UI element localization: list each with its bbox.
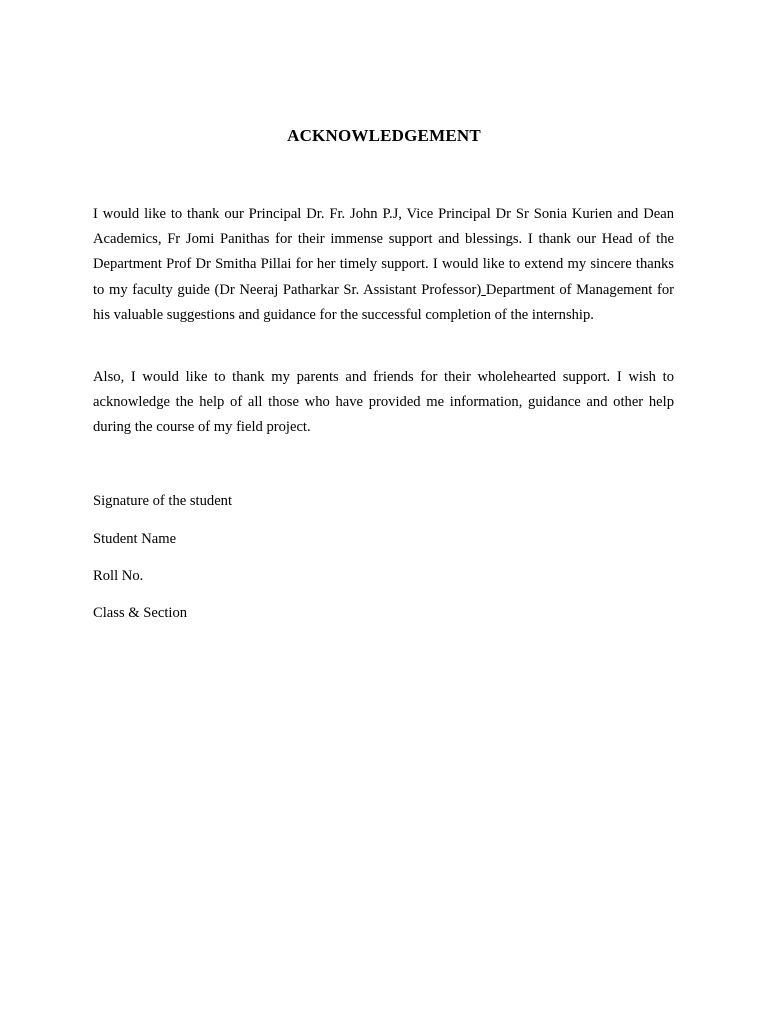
paragraph-1-text-start: I would like to thank our Principal Dr. Fr. John P.J, Vice Principal Dr Sr Sonia Kurien and Dean Academics, Fr Jomi Panithas for their immense support and blessings. I thank our Head of the Department Prof Dr Smitha Pillai for her timely support. I would like to extend my sincere thanks to my faculty guide (Dr Neeraj Patharkar Sr. Assistant Professor): [93, 206, 674, 298]
acknowledgement-paragraph-1: [93, 202, 674, 328]
paragraph-1-text-end: Department of Management for his valuable suggestions and guidance for the successful completion of the internship.: [93, 281, 674, 323]
page-title: ACKNOWLEDGEMENT: [287, 126, 481, 145]
roll-no-label: Roll No.: [93, 568, 144, 584]
signature-label: Signature of the student: [93, 493, 233, 509]
class-section-label: Class & Section: [93, 605, 188, 621]
acknowledgement-paragraph-2: Also, I would like to thank my parents and friends for their wholehearted support. I wish to acknowledge the help of all those who have provided me information, guidance and other help during the course of my field project.: [93, 369, 674, 436]
student-name-label: Student Name: [93, 531, 177, 547]
